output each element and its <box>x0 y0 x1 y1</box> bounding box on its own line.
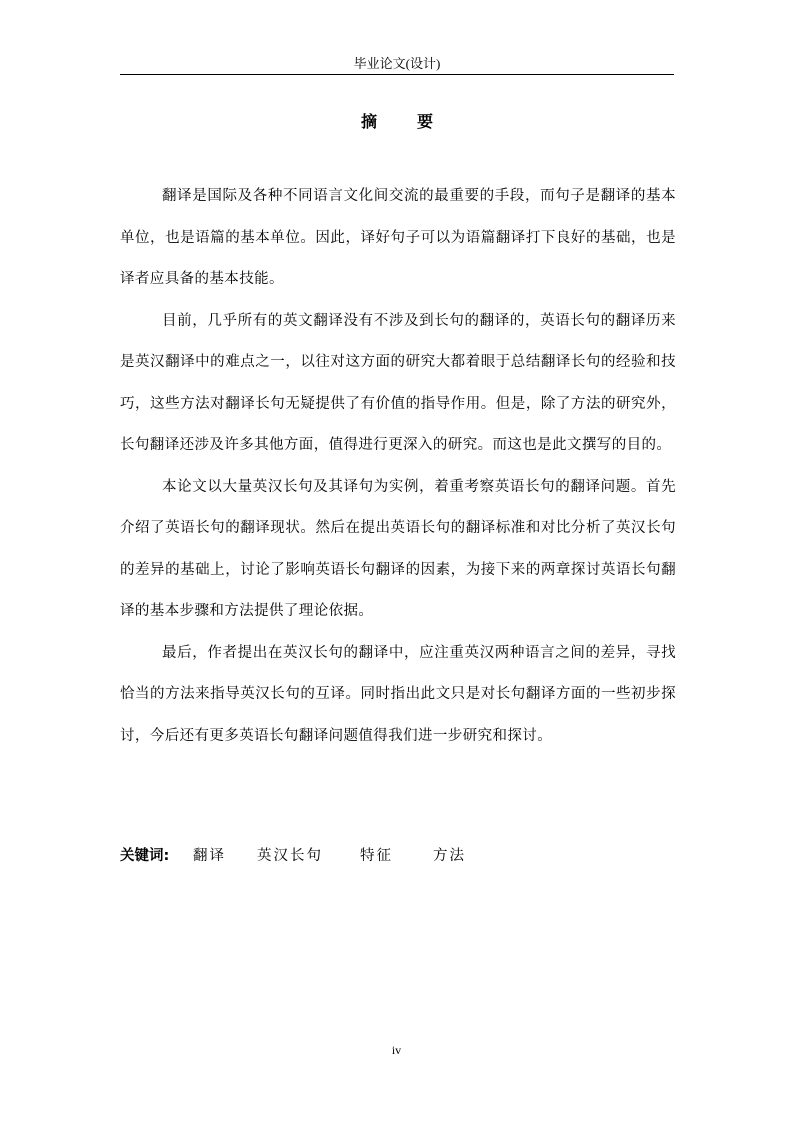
running-header: 毕业论文(设计) <box>353 56 441 71</box>
page-number: iv <box>391 1043 402 1057</box>
abstract-title: 摘要 <box>360 112 473 131</box>
header-rule <box>120 74 674 75</box>
keywords-line <box>120 845 680 867</box>
abstract-paragraph-3: 本论文以大量英汉长句及其译句为实例，着重考察英语长句的翻译问题。首先介绍了英语长句的翻译现状。然后在提出英语长句的翻译标准和对比分析了英汉长句的差异的基础上，讨论了影响英语长句翻译的因素，为接下来的两章探讨英语长句翻译的基本步骤和方法提供了理论依据。 <box>120 478 676 619</box>
abstract-body <box>120 176 676 757</box>
keywords-label: 关键词: <box>120 848 170 864</box>
abstract-paragraph-4: 最后，作者提出在英汉长句的翻译中，应注重英汉两种语言之间的差异，寻找恰当的方法来指导英汉长句的互译。同时指出此文只是对长句翻译方面的一些初步探讨，今后还有更多英语长句翻译问题值得我们进一步研究和探讨。 <box>120 644 676 744</box>
keyword-item: 特征 <box>360 848 393 864</box>
abstract-paragraph-1: 翻译是国际及各种不同语言文化间交流的最重要的手段，而句子是翻译的基本单位，也是语篇的基本单位。因此，译好句子可以为语篇翻译打下良好的基础，也是译者应具备的基本技能。 <box>120 188 676 287</box>
keyword-item: 翻译 <box>193 848 226 864</box>
keyword-item: 方法 <box>433 848 466 864</box>
keyword-item: 英汉长句 <box>257 848 323 864</box>
abstract-paragraph-2: 目前，几乎所有的英文翻译没有不涉及到长句的翻译的，英语长句的翻译历来是英汉翻译中的难点之一，以往对这方面的研究大都着眼于总结翻译长句的经验和技巧，这些方法对翻译长句无疑提供了有价值的指导作用。但是，除了方法的研究外，长句翻译还涉及许多其他方面，值得进行更深入的研究。而这也是此文撰写的目的。 <box>120 312 676 453</box>
